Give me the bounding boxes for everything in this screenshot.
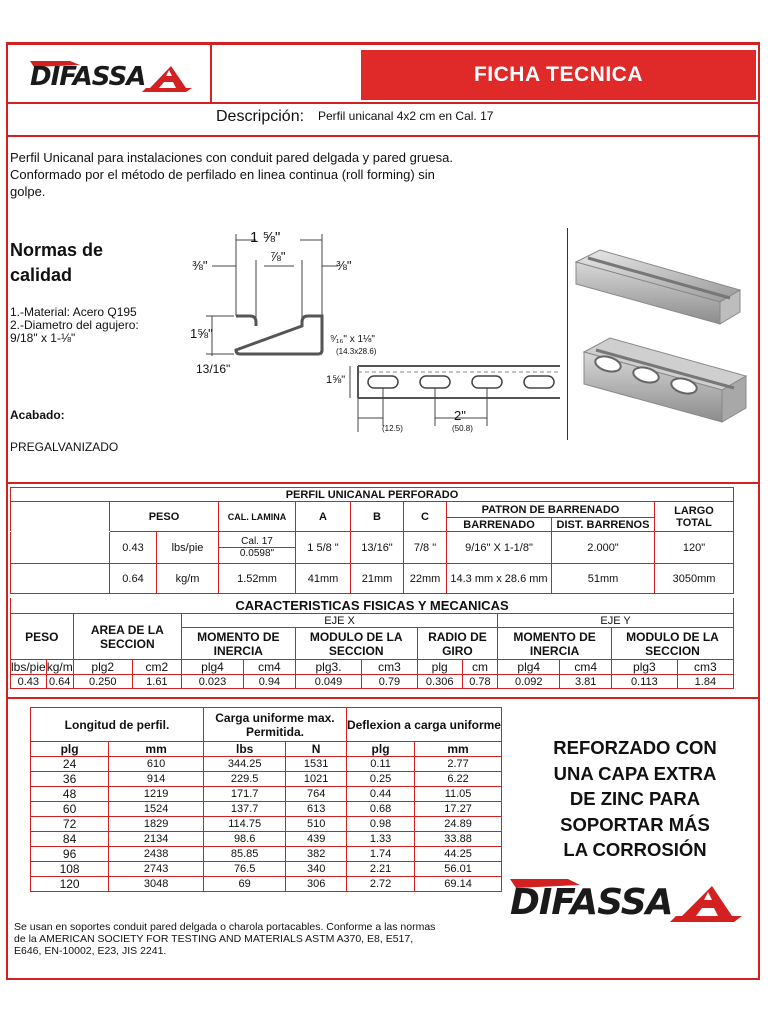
col-area: AREA DE LA SECCION <box>73 614 181 660</box>
table-cell: 76.5 <box>203 862 285 877</box>
table-cell: 36 <box>31 772 109 787</box>
table-cell: 21mm <box>351 564 404 594</box>
header-top-line <box>6 43 760 45</box>
normas-list <box>10 306 139 345</box>
table-cell: 0.25 <box>346 772 414 787</box>
dim-height: 1⅝" <box>190 326 213 341</box>
unit-cell: cm2 <box>132 660 181 675</box>
table-cell: 11.05 <box>415 787 502 802</box>
footer-line: Se usan en soportes conduit pared delgada o charola portacables. Conforme a las normas <box>14 921 436 933</box>
normas-item: 1.-Material: Acero Q195 <box>10 305 137 319</box>
spacing: 2" <box>454 408 466 423</box>
table-row <box>31 772 502 787</box>
unit-cell: cm4 <box>560 660 612 675</box>
table-cell: 24.89 <box>415 817 502 832</box>
col-peso: PESO <box>11 614 74 660</box>
intro-line: Perfil Unicanal para instalaciones con conduit pared delgada y pared gruesa. <box>10 150 454 165</box>
table-cell: 1.74 <box>346 847 414 862</box>
intro-line: golpe. <box>10 184 46 199</box>
table-cell: 344.25 <box>203 757 285 772</box>
unit-cell: plg3. <box>295 660 362 675</box>
table-cell: 69.14 <box>415 877 502 892</box>
table-cell: 0.44 <box>346 787 414 802</box>
unit-cell: mm <box>415 742 502 757</box>
table-row <box>31 832 502 847</box>
section-divider-2 <box>6 697 760 699</box>
table-cell: 9/16" X 1-1/8" <box>447 532 552 564</box>
gauge: Cal. 17 <box>241 536 273 547</box>
table-cell: 108 <box>31 862 109 877</box>
brand-text: DIFASSA <box>510 882 673 923</box>
table-cell: 114.75 <box>203 817 285 832</box>
spacing-mm: (50.8) <box>452 424 473 433</box>
col-load: Carga uniforme max. Permitida. <box>203 708 346 742</box>
table-cell: 1829 <box>109 817 204 832</box>
unit-cell: plg <box>31 742 109 757</box>
table-cell: 2438 <box>109 847 204 862</box>
unit-cell: kg/m <box>46 660 73 674</box>
table-cell: 1 5/8 " <box>296 532 351 564</box>
side-height: 1⅝" <box>326 374 346 386</box>
table-cell: 24 <box>31 757 109 772</box>
page-title: FICHA TECNICA <box>361 50 756 100</box>
table-cell: 48 <box>31 787 109 802</box>
normas-item: 2.-Diametro del agujero: <box>10 318 139 332</box>
table-cell: 0.68 <box>346 802 414 817</box>
unit-cell: N <box>286 742 347 757</box>
unit-cell: mm <box>109 742 204 757</box>
col-modulo-x: MODULO DE LA SECCION <box>295 628 417 660</box>
description-label: Descripción: <box>216 108 305 125</box>
unit-cell: cm4 <box>244 660 296 675</box>
header-bottom-line <box>6 102 760 104</box>
unit-cell: plg <box>417 660 462 675</box>
table-cell: 2.72 <box>346 877 414 892</box>
unit-cell: lbs/pie <box>11 660 46 674</box>
value-cell: 0.049 <box>295 675 362 689</box>
reinforced-line: REFORZADO CON <box>553 737 717 758</box>
value-cell: 1.84 <box>677 675 733 689</box>
table-cell: 510 <box>286 817 347 832</box>
description-bottom-line <box>6 135 760 137</box>
table-cell <box>11 532 110 564</box>
table-cell: 1021 <box>286 772 347 787</box>
value-cell: 3.81 <box>560 675 612 689</box>
description-gauge: Cal. 17 <box>455 109 494 123</box>
table-cell: 85.85 <box>203 847 285 862</box>
table-title: PERFIL UNICANAL PERFORADO <box>11 488 734 502</box>
col-peso: PESO <box>110 502 219 532</box>
table-cell: 2.77 <box>415 757 502 772</box>
col-deflection: Deflexion a carga uniforme <box>346 708 501 742</box>
footer-line: E646, EN-10002, E23, JIS 2241. <box>14 945 167 957</box>
table-cell: 51mm <box>552 564 655 594</box>
table-cell: 7/8 " <box>404 532 447 564</box>
intro-line: Conformado por el método de perfilado en linea continua (roll forming) sin <box>10 167 435 182</box>
col-modulo-y: MODULO DE LA SECCION <box>612 628 734 660</box>
value-cell: 0.43 <box>11 675 47 689</box>
col-eje-y: EJE Y <box>498 614 734 628</box>
col-b: B <box>351 502 404 532</box>
col-radio: RADIO DE GIRO <box>417 628 498 660</box>
reinforced-line: SOPORTAR MÁS <box>560 813 710 835</box>
col-eje-x: EJE X <box>181 614 497 628</box>
table-title: CARACTERISTICAS FISICAS Y MECANICAS <box>11 598 734 614</box>
table-row <box>31 877 502 892</box>
table-cell: 13/16" <box>351 532 404 564</box>
table-cell: kg/m <box>157 564 219 594</box>
unit-cell: cm <box>462 660 497 675</box>
physical-mechanical-table <box>10 598 734 689</box>
value-cell: 1.61 <box>132 675 181 689</box>
table-cell: 340 <box>286 862 347 877</box>
intro-text <box>10 149 490 200</box>
table-cell: 0.64 <box>110 564 157 594</box>
value-cell: 0.306 <box>417 675 462 689</box>
header-divider <box>210 43 212 102</box>
table-cell: 0.43 <box>110 532 157 564</box>
hole-size: ⁹⁄₁₆" x 1⅛" <box>330 334 375 345</box>
table-cell: 60 <box>31 802 109 817</box>
reinforced-note <box>522 735 748 863</box>
unit-cell: plg4 <box>181 660 243 675</box>
value-cell: 0.023 <box>181 675 243 689</box>
table-row <box>31 757 502 772</box>
table-cell: 382 <box>286 847 347 862</box>
table-cell: 72 <box>31 817 109 832</box>
brand-text: DIFASSA <box>30 62 146 92</box>
reinforced-line: DE ZINC PARA <box>569 788 701 809</box>
value-cell: 0.113 <box>612 675 678 689</box>
table-cell: 3050mm <box>655 564 734 594</box>
table-cell: 84 <box>31 832 109 847</box>
table-cell: 120" <box>655 532 734 564</box>
table-cell: 69 <box>203 877 285 892</box>
table-cell: 1524 <box>109 802 204 817</box>
normas-title-line: Normas de <box>10 240 104 260</box>
reinforced-line: LA CORROSIÓN <box>563 839 707 860</box>
table-cell: 1.33 <box>346 832 414 847</box>
table-cell: 17.27 <box>415 802 502 817</box>
section-divider <box>6 482 760 484</box>
table-cell: 137.7 <box>203 802 285 817</box>
col-dist: DIST. BARRENOS <box>552 518 655 532</box>
table-row <box>31 787 502 802</box>
table-cell: 613 <box>286 802 347 817</box>
table-cell: 22mm <box>404 564 447 594</box>
value-cell: 0.79 <box>362 675 417 689</box>
acabado-value: PREGALVANIZADO <box>10 440 119 454</box>
table-cell: lbs/pie <box>157 532 219 564</box>
table-row <box>31 862 502 877</box>
normas-title <box>10 238 160 288</box>
footer-note <box>14 921 454 957</box>
table-cell: 2.21 <box>346 862 414 877</box>
table-cell: 610 <box>109 757 204 772</box>
table-cell <box>11 502 110 532</box>
value-cell: 0.78 <box>462 675 497 689</box>
table-cell: 306 <box>286 877 347 892</box>
table-cell <box>11 564 110 594</box>
col-largo: LARGO TOTAL <box>655 502 734 532</box>
table-cell: 44.25 <box>415 847 502 862</box>
dim-left: ⅜" <box>192 258 208 273</box>
value-cell: 0.94 <box>244 675 296 689</box>
col-barrenado: BARRENADO <box>447 518 552 532</box>
reinforced-line: UNA CAPA EXTRA <box>553 762 717 784</box>
gauge-in: 0.0598" <box>219 547 295 559</box>
table-row <box>31 847 502 862</box>
drawing-divider <box>567 228 568 440</box>
table-cell: 98.6 <box>203 832 285 847</box>
table-cell: 0.11 <box>346 757 414 772</box>
brand-logo <box>26 58 194 94</box>
col-length: Longitud de perfil. <box>31 708 204 742</box>
unit-cell: plg3 <box>612 660 678 675</box>
unit-cell: cm3 <box>362 660 417 675</box>
table-cell: 2.000" <box>552 532 655 564</box>
table-cell: 120 <box>31 877 109 892</box>
table-cell: 41mm <box>296 564 351 594</box>
unit-cell: lbs <box>203 742 285 757</box>
perforated-profile-table <box>10 487 734 594</box>
hole-size-mm: (14.3x28.6) <box>336 347 377 356</box>
table-cell: 3048 <box>109 877 204 892</box>
unit-cell: cm3 <box>677 660 733 675</box>
dim-depth: 13/16" <box>196 362 231 376</box>
col-momento-x: MOMENTO DE INERCIA <box>181 628 295 660</box>
col-c: C <box>404 502 447 532</box>
table-cell: 14.3 mm x 28.6 mm <box>447 564 552 594</box>
table-row <box>31 802 502 817</box>
value-cell: 0.64 <box>46 675 73 689</box>
col-patron: PATRON DE BARRENADO <box>447 502 655 518</box>
technical-drawing <box>190 226 560 438</box>
table-cell: 33.88 <box>415 832 502 847</box>
table-cell: 171.7 <box>203 787 285 802</box>
table-cell: 2134 <box>109 832 204 847</box>
normas-item: 9/18" x 1-⅛" <box>10 331 76 345</box>
description-value <box>318 109 493 123</box>
dim-right: ⅜" <box>336 258 352 273</box>
col-momento-y: MOMENTO DE INERCIA <box>498 628 612 660</box>
table-cell: 439 <box>286 832 347 847</box>
table-cell: 229.5 <box>203 772 285 787</box>
unit-cell: plg4 <box>498 660 560 675</box>
table-cell: 1531 <box>286 757 347 772</box>
footer-line: de la AMERICAN SOCIETY FOR TESTING AND MATERIALS ASTM A370, E8, E517, <box>14 933 414 945</box>
dim-total: 1 ⅝" <box>250 229 281 246</box>
normas-title-line: calidad <box>10 265 73 285</box>
load-table <box>30 707 502 892</box>
value-cell: 0.250 <box>73 675 132 689</box>
product-image <box>574 240 754 440</box>
table-cell: 0.98 <box>346 817 414 832</box>
offset-mm: (12.5) <box>382 424 403 433</box>
table-row <box>31 817 502 832</box>
table-cell: 914 <box>109 772 204 787</box>
col-cal-lamina: CAL. LAMINA <box>219 502 296 532</box>
brand-logo-bottom <box>506 876 744 924</box>
table-cell <box>219 532 296 564</box>
table-cell: 6.22 <box>415 772 502 787</box>
value-cell: 0.092 <box>498 675 560 689</box>
table-cell: 56.01 <box>415 862 502 877</box>
table-cell: 2743 <box>109 862 204 877</box>
description-text: Perfil unicanal 4x2 cm en <box>318 109 453 123</box>
table-cell: 96 <box>31 847 109 862</box>
col-a: A <box>296 502 351 532</box>
acabado-label: Acabado: <box>10 408 65 422</box>
table-cell: 1219 <box>109 787 204 802</box>
unit-cell: plg <box>346 742 414 757</box>
table-cell: 764 <box>286 787 347 802</box>
dim-center: ⅞" <box>270 249 286 264</box>
unit-cell: plg2 <box>73 660 132 675</box>
table-cell: 1.52mm <box>219 564 296 594</box>
